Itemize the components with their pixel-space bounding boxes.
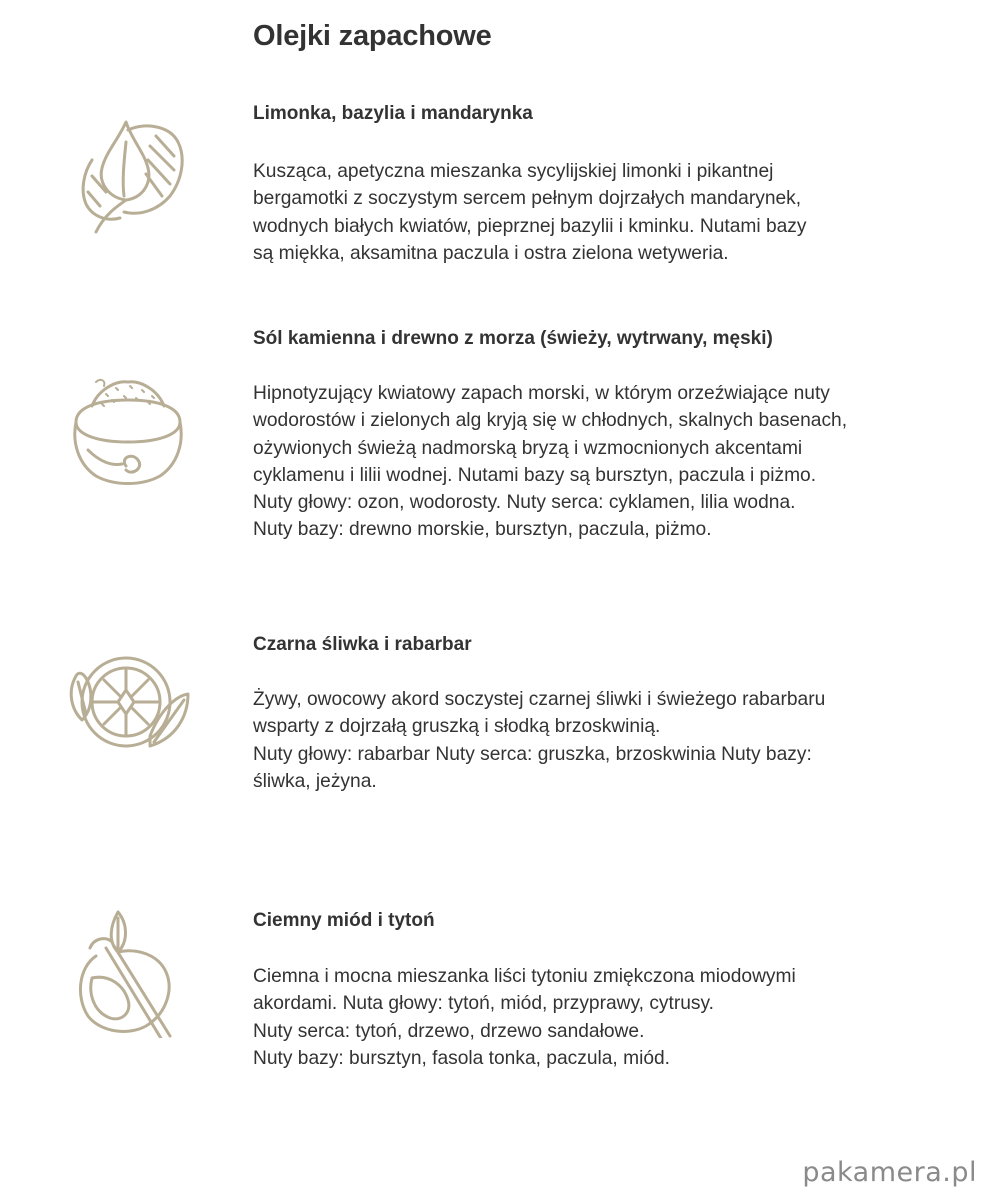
description-line: Hipnotyzujący kwiatowy zapach morski, w którym orzeźwiające nuty	[253, 383, 830, 404]
plum-fruit-icon	[66, 640, 190, 770]
description-line: cyklamenu i lilii wodnej. Nutami bazy są bursztyn, paczula i piżmo.	[253, 464, 817, 486]
section-description	[253, 158, 933, 267]
description-line: Nuty serca: tytoń, drzewo, drzewo sandałowe.	[253, 1020, 645, 1042]
basil-leaf-icon	[66, 112, 190, 242]
section-description	[253, 380, 933, 544]
description-line: są miękka, aksamitna paczula i ostra zielona wetyweria.	[253, 242, 729, 264]
description-line: Nuty bazy: bursztyn, fasola tonka, paczula, miód.	[253, 1047, 671, 1069]
tobacco-leaf-honey-icon	[66, 908, 190, 1038]
description-line: ożywionych świeżą nadmorską bryzą i wzmocnionych akcentami	[253, 437, 803, 459]
section-description	[253, 686, 933, 795]
section-heading: Czarna śliwka i rabarbar	[253, 634, 472, 655]
description-line: wodnych białych kwiatów, pieprznej bazylii i kminku. Nutami bazy	[253, 215, 807, 237]
description-line: wodorostów i zielonych alg kryją się w chłodnych, skalnych basenach,	[253, 410, 848, 432]
description-line: śliwka, jeżyna.	[253, 770, 377, 792]
description-line: Nuty głowy: rabarbar Nuty serca: gruszka, brzoskwinia Nuty bazy:	[253, 743, 812, 765]
description-line: Nuty głowy: ozon, wodorosty. Nuty serca: cyklamen, lilia wodna.	[253, 492, 796, 514]
section-heading: Ciemny miód i tytoń	[253, 910, 435, 931]
watermark: pakamera.pl	[802, 1157, 977, 1188]
description-line: wsparty z dojrzałą gruszką i słodką brzoskwinią.	[253, 716, 661, 738]
page-title: Olejki zapachowe	[253, 20, 492, 52]
description-line: bergamotki z soczystym sercem pełnym dojrzałych mandarynek,	[253, 188, 802, 210]
description-line: Żywy, owocowy akord soczystej czarnej śliwki i świeżego rabarbaru	[253, 689, 826, 710]
section-heading: Limonka, bazylia i mandarynka	[253, 103, 533, 124]
salt-bowl-icon	[66, 372, 190, 502]
description-line: akordami. Nuta głowy: tytoń, miód, przyprawy, cytrusy.	[253, 993, 715, 1015]
section-heading: Sól kamienna i drewno z morza (świeży, wytrwany, męski)	[253, 328, 773, 349]
description-line: Ciemna i mocna mieszanka liści tytoniu zmiękczona miodowymi	[253, 966, 796, 987]
description-line: Kusząca, apetyczna mieszanka sycylijskiej limonki i pikantnej	[253, 161, 774, 182]
description-line: Nuty bazy: drewno morskie, bursztyn, paczula, piżmo.	[253, 519, 712, 541]
section-description	[253, 963, 933, 1072]
